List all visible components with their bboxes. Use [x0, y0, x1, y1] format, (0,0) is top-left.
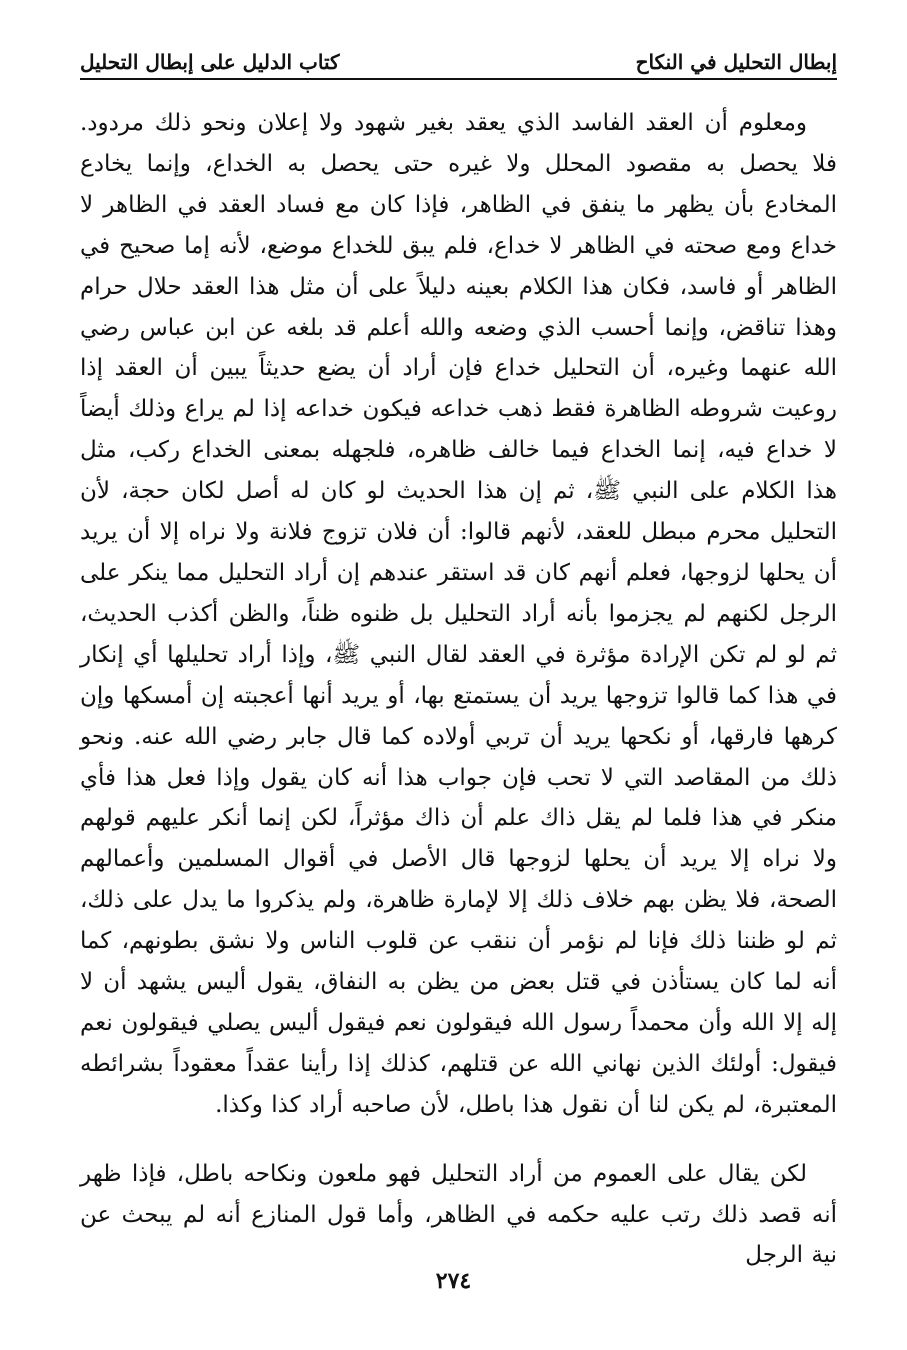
header-book-title: كتاب الدليل على إبطال التحليل — [80, 50, 340, 74]
running-header — [80, 40, 837, 76]
paragraph-1: ومعلوم أن العقد الفاسد الذي يعقد بغير شهود ولا إعلان ونحو ذلك مردود. فلا يحصل به مقصود المحلل ولا غيره حتى يحصل به الخداع، وإنما يخادع المخادع بأن يظهر ما ينفق في الظاهر، فإذا كان مع فساد العقد في الظاهر لا خداع ومع صحته في الظاهر لا خداع، فلم يبق للخداع موضع، لأنه إما صحيح في الظاهر أو فاسد، فكان هذا الكلام بعينه دليلاً على أن مثل هذا العقد حلال حرام وهذا تناقض، وإنما أحسب الذي وضعه والله أعلم قد بلغه عن ابن عباس رضي الله عنهما وغيره، أن التحليل خداع فإن أراد أن يضع حديثاً يبين أن العقد إذا روعيت شروطه الظاهرة فقط ذهب خداعه فيكون خداعه إذا لم يراع وذلك أيضاً لا خداع فيه، إنما الخداع فيما خالف ظاهره، فلجهله بمعنى الخداع ركب، مثل هذا الكلام على النبي ﷺ، ثم إن هذا الحديث لو كان له أصل لكان حجة، لأن التحليل محرم مبطل للعقد، لأنهم قالوا: أن فلان تزوج فلانة ولا نراه إلا أن يريد أن يحلها لزوجها، فعلم أنهم كان قد استقر عندهم إن أراد التحليل مما ينكر على الرجل لكنهم لم يجزموا بأنه أراد التحليل بل ظنوه ظناً، والظن أكذب الحديث، ثم لو لم تكن الإرادة مؤثرة في العقد لقال النبي ﷺ، وإذا أراد تحليلها أي إنكار في هذا كما قالوا تزوجها يريد أن يستمتع بها، أو يريد أنها أعجبته إن أمسكها وإن كرهها فارقها، أو نكحها يريد أن تربي أولاده كما قال جابر رضي الله عنه. ونحو ذلك من المقاصد التي لا تحب فإن جواب هذا أنه كان يقول وإذا فعل هذا فأي منكر في هذا فلما لم يقل ذاك علم أن ذاك مؤثراً، لكن إنما أنكر عليهم قولهم ولا نراه إلا يريد أن يحلها لزوجها قال الأصل في أقوال المسلمين وأعمالهم الصحة، فلا يظن بهم خلاف ذلك إلا لإمارة ظاهرة، ولم يذكروا ما يدل على ذلك، ثم لو ظننا ذلك فإنا لم نؤمر أن ننقب عن قلوب الناس ولا نشق بطونهم، كما أنه لما كان يستأذن في قتل بعض من يظن به النفاق، يقول أليس يشهد أن لا إله إلا الله وأن محمداً رسول الله فيقولون نعم فيقول أليس يصلي فيقولون نعم فيقول: أولئك الذين نهاني الله عن قتلهم، كذلك إذا رأينا عقداً معقوداً بشرائطه المعتبرة، لم يكن لنا أن نقول هذا باطل، لأن صاحبه أراد كذا وكذا. — [80, 110, 837, 1118]
header-chapter-title: إبطال التحليل في النكاح — [635, 50, 837, 74]
paragraph-2: لكن يقال على العموم من أراد التحليل فهو ملعون ونكاحه باطل، فإذا ظهر أنه قصد ذلك رتب عليه حكمه في الظاهر، وأما قول المنازع أنه لم يبحث عن نية الرجل — [80, 1160, 837, 1269]
page-number: ٢٧٤ — [435, 1268, 472, 1294]
main-text-block — [80, 103, 837, 1276]
header-divider — [80, 78, 837, 80]
